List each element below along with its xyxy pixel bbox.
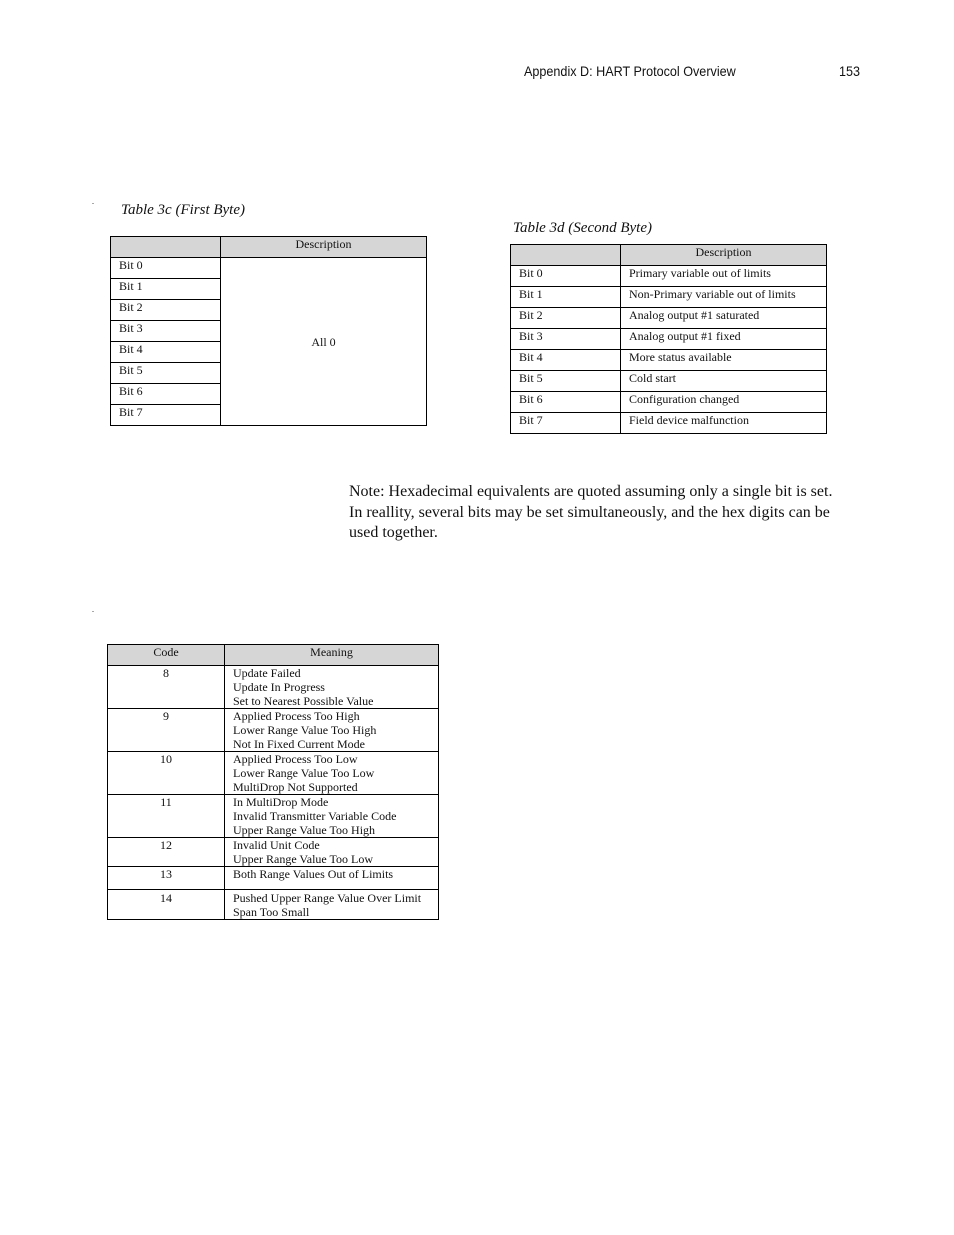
table-3d-header-blank <box>511 245 621 266</box>
table-3c-merged-description: All 0 <box>221 258 427 426</box>
meaning-line: Set to Nearest Possible Value <box>233 694 374 708</box>
table-3c-header-blank <box>111 237 221 258</box>
table-row <box>108 752 439 795</box>
table-3c-bit-label: Bit 6 <box>111 384 221 405</box>
table-3d-bit: Bit 2 <box>511 308 621 329</box>
meaning-line: Invalid Unit Code <box>233 838 320 852</box>
table-3d-description: Analog output #1 saturated <box>621 308 827 329</box>
code-cell: 8 <box>108 666 225 709</box>
table-row <box>511 413 827 434</box>
table-3c <box>110 236 427 426</box>
table-3d-bit: Bit 7 <box>511 413 621 434</box>
table-3d-description: More status available <box>621 350 827 371</box>
table-3d-description: Primary variable out of limits <box>621 266 827 287</box>
table-row <box>108 890 439 920</box>
table-3d-description: Cold start <box>621 371 827 392</box>
table-row <box>511 392 827 413</box>
meaning-line: Update Failed <box>233 666 301 680</box>
table-3d-description: Analog output #1 fixed <box>621 329 827 350</box>
page-number: 153 <box>839 63 861 79</box>
stray-mark: . <box>92 197 94 206</box>
meaning-line: Applied Process Too Low <box>233 752 358 766</box>
table-3d-bit: Bit 0 <box>511 266 621 287</box>
code-cell: 14 <box>108 890 225 920</box>
stray-mark: . <box>92 605 94 614</box>
table-row <box>511 287 827 308</box>
code-cell: 13 <box>108 867 225 890</box>
meaning-line: Upper Range Value Too Low <box>233 852 374 866</box>
meaning-line: Lower Range Value Too Low <box>233 766 375 780</box>
table-3c-bit-label: Bit 5 <box>111 363 221 384</box>
meaning-line: Invalid Transmitter Variable Code <box>233 809 397 823</box>
meaning-line: Upper Range Value Too High <box>233 823 376 837</box>
meaning-line: In MultiDrop Mode <box>233 795 329 809</box>
meaning-line: Lower Range Value Too High <box>233 723 377 737</box>
meaning-line: Both Range Values Out of Limits <box>233 867 394 881</box>
meaning-line: Applied Process Too High <box>233 709 360 723</box>
table-row <box>511 371 827 392</box>
table-row <box>511 329 827 350</box>
meaning-cell <box>225 666 439 709</box>
table-3d-description: Field device malfunction <box>621 413 827 434</box>
table-3d-bit: Bit 1 <box>511 287 621 308</box>
table-3d-bit: Bit 6 <box>511 392 621 413</box>
table-3c-bit-label: Bit 2 <box>111 300 221 321</box>
meaning-cell <box>225 890 439 920</box>
table-row <box>108 666 439 709</box>
meaning-cell <box>225 795 439 838</box>
table-3d-header-description: Description <box>621 245 827 266</box>
table-3c-bit-label: Bit 7 <box>111 405 221 426</box>
table-3d <box>510 244 827 434</box>
code-cell: 12 <box>108 838 225 867</box>
table-row <box>108 709 439 752</box>
table-3d-description: Configuration changed <box>621 392 827 413</box>
meaning-column-header: Meaning <box>225 645 439 666</box>
table-row <box>108 795 439 838</box>
code-cell: 11 <box>108 795 225 838</box>
table-3c-header-description: Description <box>221 237 427 258</box>
meaning-line: MultiDrop Not Supported <box>233 780 358 794</box>
table-3c-caption: Table 3c (First Byte) <box>121 202 246 218</box>
meaning-line: Pushed Upper Range Value Over Limit <box>233 891 422 905</box>
meaning-line: Update In Progress <box>233 680 325 694</box>
meaning-cell <box>225 709 439 752</box>
table-row <box>511 350 827 371</box>
response-code-table <box>107 644 439 920</box>
table-row <box>108 838 439 867</box>
table-3c-bit-label: Bit 0 <box>111 258 221 279</box>
code-column-header: Code <box>108 645 225 666</box>
code-cell: 9 <box>108 709 225 752</box>
table-3d-description: Non-Primary variable out of limits <box>621 287 827 308</box>
table-3c-bit-label: Bit 4 <box>111 342 221 363</box>
hex-note-paragraph: Note: Hexadecimal equivalents are quoted assuming only a single bit is set. In reallity, several bits may be set simultaneously, and the hex digits can be used together. <box>349 483 833 541</box>
table-row <box>511 266 827 287</box>
table-3c-bit-label: Bit 3 <box>111 321 221 342</box>
meaning-line: Not In Fixed Current Mode <box>233 737 365 751</box>
meaning-cell <box>225 867 439 890</box>
table-3d-bit: Bit 3 <box>511 329 621 350</box>
running-header-title: Appendix D: HART Protocol Overview <box>524 63 736 79</box>
table-row <box>511 308 827 329</box>
table-row <box>108 867 439 890</box>
table-3d-caption: Table 3d (Second Byte) <box>513 220 652 236</box>
code-cell: 10 <box>108 752 225 795</box>
meaning-cell <box>225 838 439 867</box>
table-3d-bit: Bit 4 <box>511 350 621 371</box>
meaning-cell <box>225 752 439 795</box>
table-3d-bit: Bit 5 <box>511 371 621 392</box>
table-3c-bit-label: Bit 1 <box>111 279 221 300</box>
meaning-line: Span Too Small <box>233 905 310 919</box>
